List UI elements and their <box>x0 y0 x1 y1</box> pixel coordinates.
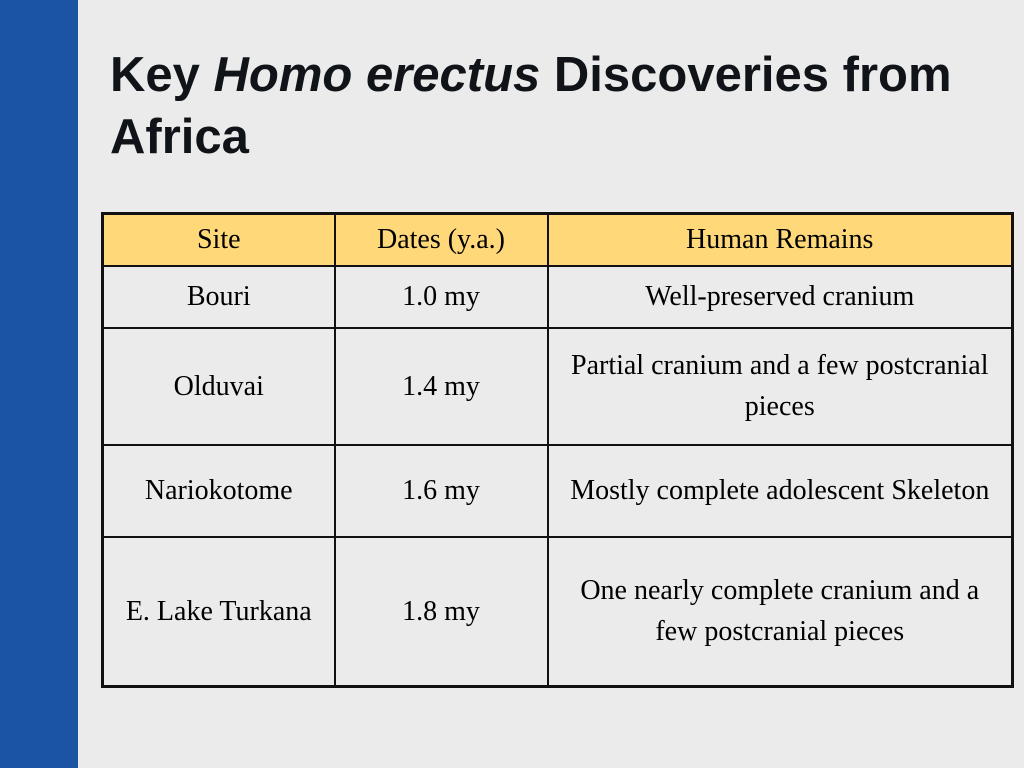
header-remains: Human Remains <box>548 214 1013 266</box>
table-row <box>103 537 1013 687</box>
table-header-row <box>103 214 1013 266</box>
cell-site: E. Lake Turkana <box>103 537 335 687</box>
cell-remains: Mostly complete adolescent Skeleton <box>548 445 1013 537</box>
discoveries-table <box>101 212 1014 688</box>
cell-site: Olduvai <box>103 328 335 445</box>
cell-remains: One nearly complete cranium and a few postcranial pieces <box>548 537 1013 687</box>
slide-title <box>110 44 990 168</box>
cell-date: 1.0 my <box>335 266 548 328</box>
accent-side-bar <box>0 0 78 768</box>
header-dates: Dates (y.a.) <box>335 214 548 266</box>
title-prefix: Key <box>110 48 214 102</box>
cell-remains: Partial cranium and a few postcranial pieces <box>548 328 1013 445</box>
cell-site: Bouri <box>103 266 335 328</box>
cell-site: Nariokotome <box>103 445 335 537</box>
header-site: Site <box>103 214 335 266</box>
cell-date: 1.6 my <box>335 445 548 537</box>
cell-date: 1.8 my <box>335 537 548 687</box>
title-species: Homo erectus <box>213 48 541 102</box>
title-suffix: Discoveries from Africa <box>110 48 952 164</box>
cell-remains: Well-preserved cranium <box>548 266 1013 328</box>
table-row <box>103 445 1013 537</box>
cell-date: 1.4 my <box>335 328 548 445</box>
table-row <box>103 328 1013 445</box>
table-row <box>103 266 1013 328</box>
